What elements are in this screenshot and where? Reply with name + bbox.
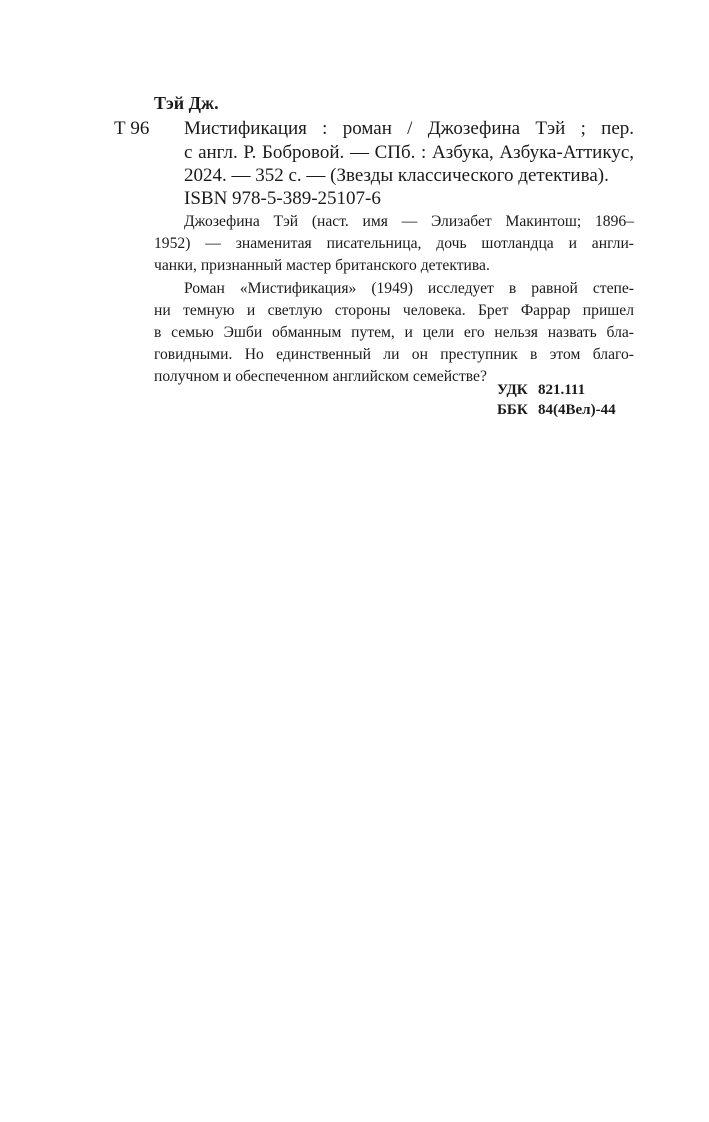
- bbk-row: [497, 400, 616, 420]
- biblio-line: Мистификация : роман / Джозефина Тэй ; пер.: [184, 118, 634, 139]
- udk-value: 821.111: [538, 382, 586, 398]
- annotation-line: получном и обеспеченном английском семействе?: [154, 368, 487, 386]
- annotation-line: ни темную и светлую стороны человека. Брет Фаррар пришел: [154, 301, 634, 319]
- biblio-line: с англ. Р. Бобровой. — СПб. : Азбука, Азбука-Аттикус,: [184, 141, 634, 163]
- annotation: [154, 211, 634, 389]
- annotation-line: Джозефина Тэй (наст. имя — Элизабет Макинтош; 1896–: [184, 213, 634, 230]
- isbn: ISBN 978-5-389-25107-6: [184, 188, 381, 209]
- biblio-line: 2024. — 352 с. — (Звезды классического детектива).: [184, 165, 609, 186]
- udk-label: УДК: [497, 382, 528, 398]
- author-heading: Тэй Дж.: [154, 93, 219, 113]
- classification-block: [497, 380, 616, 420]
- annotation-line: в семью Эшби обманным путем, и цели его нельзя назвать бла-: [154, 324, 634, 342]
- bbk-value: 84(4Вел)-44: [538, 402, 616, 418]
- udk-row: [497, 380, 616, 400]
- bibliographic-description: [184, 117, 634, 188]
- annotation-line: Роман «Мистификация» (1949) исследует в равной степе-: [184, 279, 634, 297]
- bbk-label: ББК: [497, 402, 528, 418]
- annotation-line: говидными. Но единственный ли он преступник в этом благо-: [154, 346, 634, 364]
- annotation-line: чанки, признанный мастер британского детектива.: [154, 257, 490, 275]
- library-code: Т 96: [114, 118, 150, 139]
- annotation-line: 1952) — знаменитая писательница, дочь шотландца и англи-: [154, 235, 634, 253]
